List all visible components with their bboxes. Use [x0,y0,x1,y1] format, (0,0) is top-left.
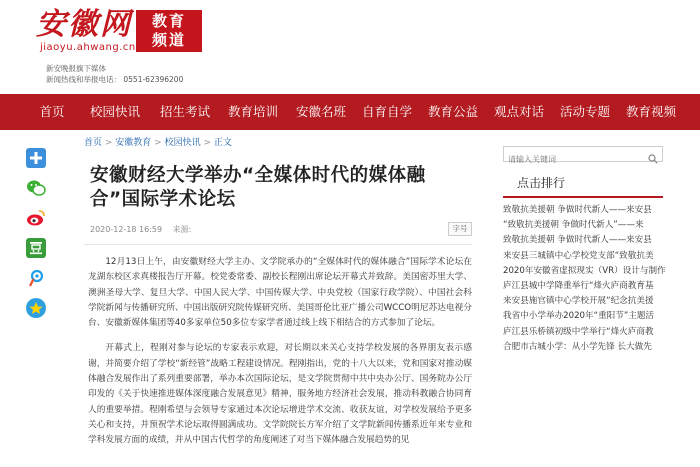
font-size-button[interactable]: 字号 [448,222,472,236]
nav-item-charity[interactable]: 教育公益 [427,104,478,119]
weibo-icon[interactable] [26,208,46,228]
list-item[interactable]: “致敬抗美援朝 争做时代新人”——来 [503,220,644,231]
meta-divider [84,244,472,245]
list-item[interactable]: 致敬抗美援朝 争做时代新人——来安县 [503,205,652,215]
list-item[interactable]: 致敬抗美援朝 争做时代新人——来安县 [503,235,652,246]
wechat-icon[interactable] [26,178,46,198]
channel-badge[interactable] [136,10,202,52]
site-logo[interactable] [36,8,136,53]
nav-item-campus-news[interactable]: 校园快讯 [89,104,140,119]
breadcrumb-campus-news[interactable]: 校园快讯 [164,138,201,148]
breadcrumb-home[interactable]: 首页 [84,138,103,148]
qzone-icon[interactable] [26,298,46,318]
breadcrumb-sep: > [151,138,165,148]
logo-url: jiaoyu.ahwang.cn [40,42,136,53]
article-paragraph: 开幕式上，程刚对参与论坛的专家表示欢迎，对长期以来关心支持学校发展的各界朋友表示感谢，并简要介绍了学校“新经管”战略工程建设情况。程刚指出，党的十八大以来，党和国家对推动媒体融合发展作出了系列重要部署，举办本次国际论坛，是文学院贯彻中共中央办公厅、国务院办公厅印发的《关于快速推进媒体深度融合发展意见》精神，服务地方经济社会发展，推动科教融合协同育人的重要举措。程刚希望与会领导专家通过本次论坛增进学术交流、收获友谊，对学校发展给予更多关心和支持，并预祝学术论坛取得圆满成功。文学院院长方军介绍了文学院新闻传播系近年来专业和学科发展方面的成绩，并从中国古代哲学的角度阐述了对当下媒体融合发展趋势的见 [88,343,472,446]
article-container [84,134,472,449]
logo-text[interactable]: 安徽网 [36,7,132,42]
header-hotline: 新闻热线和举报电话： 0551-62396200 [46,75,184,84]
rank-title: 点击排行 [517,176,566,190]
search-input[interactable] [504,153,644,167]
article-date: 2020-12-18 16:59 [90,225,163,234]
list-item[interactable]: 我省中小学举办2020年“重阳节”主题活 [503,311,655,322]
search-box [503,146,663,162]
main-nav [0,94,700,130]
breadcrumb-anhui-education[interactable]: 安徽教育 [115,138,152,148]
nav-item-events[interactable]: 活动专题 [559,104,610,119]
nav-item-admissions[interactable]: 招生考试 [159,104,210,119]
article-source: 来源: [172,225,192,234]
site-header [0,0,700,94]
share-toolbar [26,148,48,328]
breadcrumb-sep: > [200,138,214,148]
douban-icon[interactable] [26,238,46,258]
rank-list [503,203,669,355]
plus-icon[interactable] [26,148,46,168]
list-item[interactable]: 来安县施官镇中心学校开展“纪念抗美援 [503,296,654,307]
nav-item-video[interactable]: 教育视频 [625,104,676,119]
header-slogan: 新安晚报旗下媒体 [46,64,106,73]
channel-badge-line2: 频道 [151,31,186,49]
article-paragraph: 12月13日上午，由安徽财经大学主办、文学院承办的“全媒体时代的媒体融合”国际学术论坛在龙湖东校区求真楼报告厅开幕。校党委常委、副校长程刚出席论坛开幕式并致辞。美国密苏里大学、澳洲圣母大学、复旦大学、中国人民大学、中国传媒大学、中央党校（国家行政学院）、中国社会科学院新闻与传播研究所、中国出版研究院传媒研究所、美国哥伦比亚广播公司WCCO明尼苏达电视分台、安徽新媒体集团等40多家单位50多位专家学者通过线上线下相结合的方式参加了论坛。 [88,257,472,329]
channel-badge-line1: 教育 [151,12,186,30]
nav-item-training[interactable]: 教育培训 [227,104,278,119]
list-item[interactable]: 庐江县乐桥镇初级中学举行“烽火庐商教 [503,326,654,337]
breadcrumb [84,134,472,152]
breadcrumb-current: 正文 [213,138,232,148]
nav-item-famous-classes[interactable]: 安徽名班 [295,104,346,119]
search-icon[interactable] [648,149,658,168]
list-item[interactable]: 合肥市古城小学：从小学先锋 长大做先 [503,341,652,352]
nav-item-dialogue[interactable]: 观点对话 [493,104,544,119]
list-item[interactable]: 2020年安徽省虚拟现实（VR）设计与制作 [503,265,666,276]
breadcrumb-sep: > [102,138,116,148]
right-sidebar [503,146,669,355]
article-meta [84,224,472,238]
rank-divider [503,196,663,198]
article-title: 安徽财经大学举办“全媒体时代的媒体融合”国际学术论坛 [90,165,426,210]
nav-item-self-study[interactable]: 自育自学 [361,104,412,119]
list-item[interactable]: 庐江县城中学降重举行“烽火庐商教育基 [503,281,654,292]
list-item[interactable]: 来安县三城镇中心学校党支部“致敬抗美 [503,250,654,261]
nav-item-home[interactable]: 首页 [39,104,65,119]
tencent-weibo-icon[interactable] [26,268,46,288]
